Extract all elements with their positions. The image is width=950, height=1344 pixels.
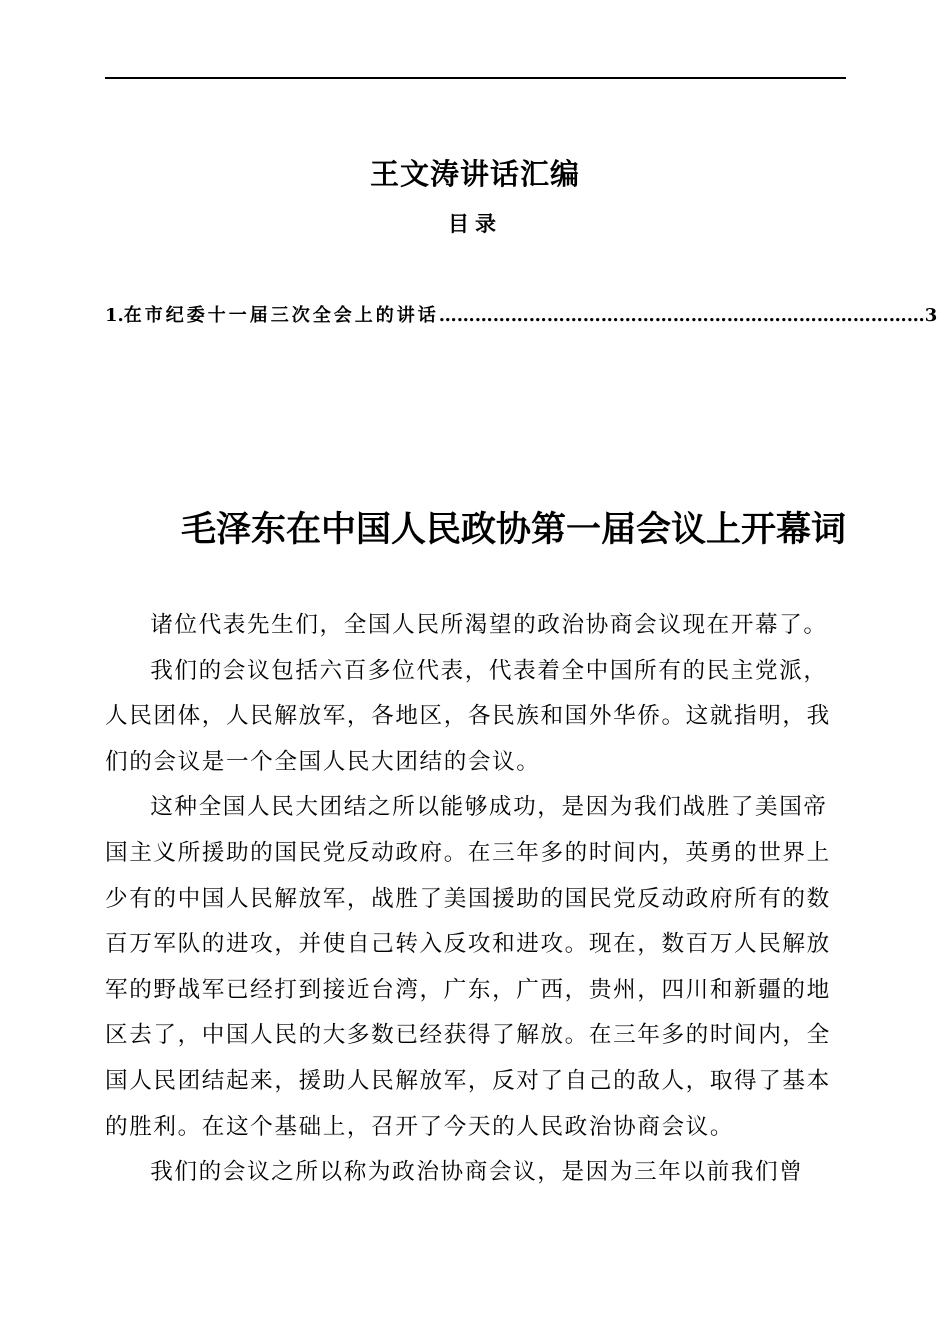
paragraph: 我们的会议之所以称为政治协商会议，是因为三年以前我们曾 xyxy=(150,1159,804,1186)
header-rule xyxy=(105,77,846,79)
toc-entry-page: 3 xyxy=(924,305,938,326)
speech-title: 毛泽东在中国人民政协第一届会议上开幕词 xyxy=(180,509,846,550)
speech-body xyxy=(105,603,865,1196)
toc-entry-number: 1. xyxy=(105,305,124,326)
paragraph: 这种全国人民大团结之所以能够成功，是因为我们战胜了美国帝国主义所援助的国民党反动政府。在三年多的时间内，英勇的世界上少有的中国人民解放军，战胜了美国援助的国民党反动政府所有的数百万军队的进攻，并使自己转入反攻和进攻。现在，数百万人民解放军的野战军已经打到接近台湾，广东，广西，贵州，四川和新疆的地区去了，中国人民的大多数已经获得了解放。在三年多的时间内，全国人民团结起来，援助人民解放军，反对了自己的敌人，取得了基本的胜利。在这个基础上，召开了今天的人民政治协商会议。 xyxy=(105,794,831,1140)
paragraph: 诸位代表先生们，全国人民所渴望的政治协商会议现在开幕了。 xyxy=(150,612,828,638)
toc-entry[interactable] xyxy=(105,301,938,331)
toc-heading: 目录 xyxy=(448,212,502,236)
toc-entry-leader: ……………………………………………………………………… xyxy=(438,305,925,326)
paragraph: 我们的会议包括六百多位代表，代表着全中国所有的民主党派，人民团体，人民解放军，各地区，各民族和国外华侨。这就指明，我们的会议是一个全国人民大团结的会议。 xyxy=(105,657,831,775)
document-title: 王文涛讲话汇编 xyxy=(369,157,580,191)
toc-entry-title: 在市纪委十一届三次全会上的讲话 xyxy=(123,305,439,326)
